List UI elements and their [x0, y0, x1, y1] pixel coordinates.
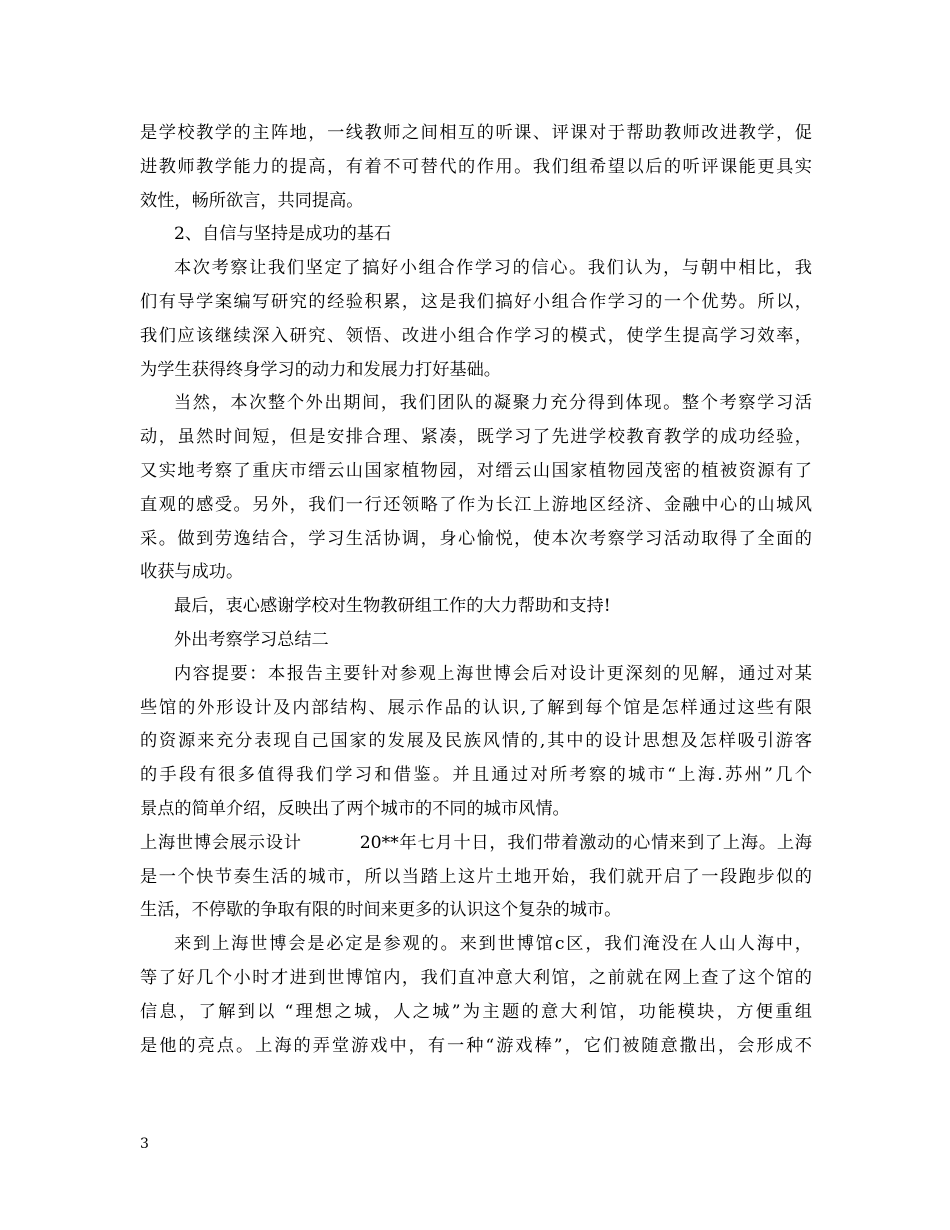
body-line: 生活，不停歇的争取有限的时间来更多的认识这个复杂的城市。	[140, 900, 622, 921]
body-line: 信息，了解到以 “理想之城，人之城”为主题的意大利馆，功能模块，方便重组	[140, 1001, 812, 1022]
section-heading: 2、自信与坚持是成功的基石	[174, 224, 392, 245]
body-line: 又实地考察了重庆市缙云山国家植物园，对缙云山国家植物园茂密的植被资源有了	[140, 460, 812, 481]
body-line: 为学生获得终身学习的动力和发展力打好基础。	[140, 359, 501, 380]
page-number: 3	[140, 1136, 149, 1152]
section-heading: 外出考察学习总结二	[174, 629, 329, 650]
body-line: 是他的亮点。上海的弄堂游戏中，有一种“游戏棒”，它们被随意撒出，会形成不	[140, 1035, 812, 1056]
body-line: 我们应该继续深入研究、领悟、改进小组合作学习的模式，使学生提高学习效率，	[140, 325, 812, 346]
document-body	[140, 117, 812, 1063]
body-line: 是一个快节奏生活的城市，所以当踏上这片土地开始，我们就开启了一段跑步似的	[140, 866, 812, 887]
body-line: 的资源来充分表现自己国家的发展及民族风情的,其中的设计思想及怎样吸引游客	[140, 731, 812, 752]
body-line: 效性，畅所欲言，共同提高。	[140, 190, 364, 211]
body-line: 来到上海世博会是必定是参观的。来到世博馆c区，我们淹没在人山人海中，	[174, 934, 812, 955]
inline-body: 20**年七月十日，我们带着激动的心情来到了上海。上海	[359, 832, 812, 853]
body-line	[140, 827, 812, 861]
body-line: 直观的感受。另外，我们一行还领略了作为长江上游地区经济、金融中心的山城风	[140, 494, 812, 515]
body-line: 采。做到劳逸结合，学习生活协调，身心愉悦，使本次考察学习活动取得了全面的	[140, 528, 812, 549]
body-line: 景点的简单介绍，反映出了两个城市的不同的城市风情。	[140, 798, 570, 819]
body-line: 动，虽然时间短，但是安排合理、紧凑，既学习了先进学校教育教学的成功经验，	[140, 427, 812, 448]
body-line: 些馆的外形设计及内部结构、展示作品的认识,了解到每个馆是怎样通过这些有限	[140, 697, 812, 718]
body-line: 等了好几个小时才进到世博馆内，我们直冲意大利馆，之前就在网上查了这个馆的	[140, 967, 812, 988]
body-line: 当然，本次整个外出期间，我们团队的凝聚力充分得到体现。整个考察学习活	[174, 393, 812, 414]
body-line: 收获与成功。	[140, 562, 244, 583]
body-line: 们有导学案编写研究的经验积累，这是我们搞好小组合作学习的一个优势。所以，	[140, 291, 812, 312]
body-line: 本次考察让我们坚定了搞好小组合作学习的信心。我们认为，与朝中相比，我	[174, 258, 812, 279]
body-line: 是学校教学的主阵地，一线教师之间相互的听课、评课对于帮助教师改进教学，促	[140, 123, 812, 143]
body-line: 内容提要：本报告主要针对参观上海世博会后对设计更深刻的见解，通过对某	[174, 663, 812, 684]
body-line: 进教师教学能力的提高，有着不可替代的作用。我们组希望以后的听评课能更具实	[140, 156, 812, 177]
body-line: 最后，衷心感谢学校对生物教研组工作的大力帮助和支持!	[174, 596, 611, 617]
body-line: 的手段有很多值得我们学习和借鉴。并且通过对所考察的城市“上海.苏州”几个	[140, 765, 812, 786]
inline-heading: 上海世博会展示设计	[140, 832, 302, 853]
